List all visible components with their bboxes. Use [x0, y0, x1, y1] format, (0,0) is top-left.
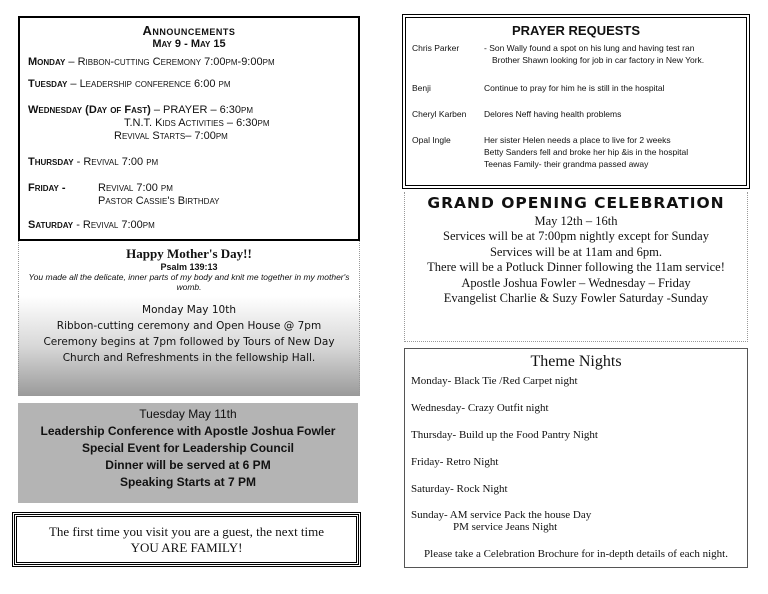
prayer-request: Brother Shawn looking for job in car factory in New York. [492, 55, 705, 65]
prayer-name: Opal Ingle [412, 135, 451, 145]
family-box [12, 512, 361, 567]
prayer-name: Benji [412, 83, 431, 93]
grand-opening-line: There will be a Potluck Dinner following the 11am service! [427, 260, 725, 274]
wednesday-row: Wednesday (Day of Fast) – PRAYER – 6:30pm T.N.T. Kids Activities – 6:30pm Revival Starts– 7:00pm [28, 104, 270, 142]
tuesday-event-line: Special Event for Leadership Council [81, 441, 295, 455]
tuesday-event-line: Speaking Starts at 7 PM [119, 475, 257, 489]
mothers-day-box [18, 241, 360, 296]
prayer-request: Betty Sanders fell and broke her hip &is in the hospital [484, 147, 689, 157]
monday-row: Monday – Ribbon-cutting Ceremony 7:00pm-9:00pm [28, 56, 275, 68]
monday-event-line: Ribbon-cutting ceremony and Open House @ 7pm [56, 320, 322, 332]
theme-nights-title: Theme Nights [530, 353, 622, 370]
monday-event-line: Church and Refreshments in the fellowship Hall. [62, 352, 316, 364]
saturday-row: Saturday - Revival 7:00pm [28, 219, 155, 231]
theme-night-item: Monday- Black Tie /Red Carpet night [411, 375, 578, 387]
prayer-item [412, 134, 742, 174]
theme-night-item: Friday- Retro Night [411, 456, 499, 468]
tuesday-event-date: Tuesday May 11th [139, 407, 237, 421]
tuesday-event-box [18, 403, 358, 503]
theme-night-item: Thursday- Build up the Food Pantry Night [411, 429, 598, 441]
friday-row: Friday - Revival 7:00 pm Pastor Cassie's Birthday [28, 182, 220, 207]
theme-nights-box [404, 348, 748, 568]
prayer-request: Delores Neff having health problems [484, 109, 622, 119]
prayer-requests-title: PRAYER REQUESTS [511, 23, 641, 38]
grand-opening-line: Evangelist Charlie & Suzy Fowler Saturday -Sunday [443, 291, 709, 305]
grand-opening-title: GRAND OPENING CELEBRATION [427, 194, 725, 212]
grand-opening-line: May 12th – 16th [534, 213, 618, 228]
prayer-request: Her sister Helen needs a place to live for 2 weeks [484, 135, 671, 145]
psalm-quote: You made all the delicate, inner parts of my body and knit me together in my mother's womb. [28, 272, 350, 292]
family-line: YOU ARE FAMILY! [130, 540, 243, 555]
prayer-request: Teenas Family- their grandma passed away [484, 159, 649, 169]
theme-night-item: PM service Jeans Night [453, 521, 558, 533]
theme-night-item: Saturday- Rock Night [411, 483, 508, 495]
tuesday-event-line: Leadership Conference with Apostle Joshua Fowler [40, 424, 336, 438]
theme-night-item: Wednesday- Crazy Outfit night [411, 402, 549, 414]
prayer-item [412, 108, 742, 122]
thursday-row: Thursday - Revival 7:00 pm [28, 156, 159, 168]
prayer-item [412, 42, 742, 68]
family-line: The first time you visit you are a guest, the next time [48, 524, 325, 539]
announcements-dates: May 9 - May 15 [152, 38, 226, 50]
prayer-name: Cheryl Karben [412, 109, 467, 119]
psalm-reference: Psalm 139:13 [160, 262, 218, 272]
prayer-name: Chris Parker [412, 43, 460, 53]
mothers-day-heading: Happy Mother's Day!! [126, 246, 252, 261]
monday-event-line: Ceremony begins at 7pm followed by Tours of New Day [43, 336, 335, 348]
announcements-title: Announcements [142, 23, 236, 38]
prayer-requests-box [402, 14, 750, 189]
tuesday-event-line: Dinner will be served at 6 PM [105, 458, 271, 472]
grand-opening-line: Apostle Joshua Fowler – Wednesday – Friday [461, 275, 691, 290]
monday-event-box [18, 296, 360, 396]
tuesday-row: Tuesday – Leadership conference 6:00 pm [28, 78, 231, 90]
prayer-item [412, 82, 742, 96]
monday-event-date: Monday May 10th [142, 304, 236, 316]
prayer-request: - Son Wally found a spot on his lung and having test ran [484, 43, 695, 53]
grand-opening-line: Services will be at 7:00pm nightly except for Sunday [443, 229, 709, 243]
grand-opening-box [404, 192, 748, 342]
theme-night-item: Sunday- AM service Pack the house Day [411, 509, 592, 521]
theme-nights-note: Please take a Celebration Brochure for in-depth details of each night. [424, 548, 728, 560]
prayer-request: Continue to pray for him he is still in the hospital [484, 83, 665, 93]
grand-opening-line: Services will be at 11am and 6pm. [489, 244, 663, 259]
announcements-box [18, 16, 360, 241]
